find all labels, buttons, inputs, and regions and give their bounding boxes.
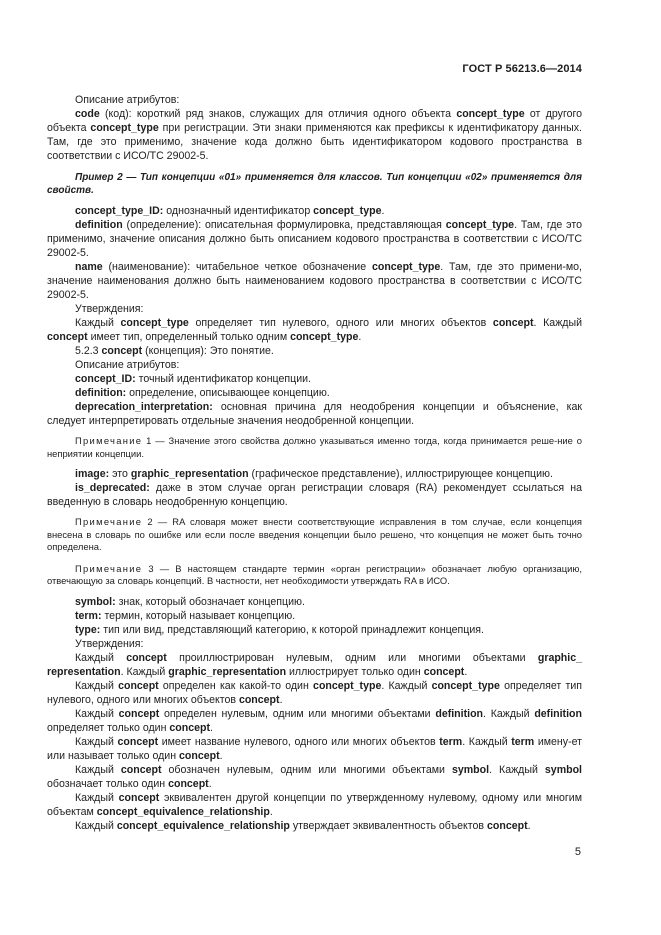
note: Примечание 3 — В настоящем стандарте термин «орган регистрации» обозначает любую организацию, отвечающую за словарь концепций. В частности, нет необходимости утверждать RA в ИСО. — [47, 562, 582, 586]
paragraph: Каждый concept_type определяет тип нулевого, одного или многих объектов concept. Каждый concept имеет тип, определенный только одним concept_type. — [47, 317, 582, 343]
paragraph: Каждый concept обозначен нулевым, одним или многими объектами symbol. Каждый symbol обозначает только один concept. — [47, 763, 582, 790]
paragraph: Описание атрибутов: — [75, 359, 180, 371]
paragraph: is_deprecated: даже в этом случае орган регистрации словаря (RA) рекомендует ссылаться на введенную в словарь неодобренную концепцию. — [47, 482, 582, 508]
paragraph: symbol: знак, который обозначает концепцию. — [75, 595, 305, 608]
document-body — [47, 93, 582, 833]
paragraph: Утверждения: — [75, 637, 144, 650]
paragraph: Каждый concept_equivalence_relationship утверждает эквивалентность объектов concept. — [75, 819, 531, 832]
paragraph: Каждый concept имеет название нулевого, одного или многих объектов term. Каждый term имену-ет или называет только один concept. — [47, 735, 582, 762]
paragraph: code (код): короткий ряд знаков, служащих для отличия одного объекта concept_type от другого объекта concept_type при регистрации. Эти знаки применяются как префиксы к идентификатору данных. Там, где это применимо, значение кода должно быть идентификатором кодового пространства в соответствии с ИСО/ТС 29002-5. — [47, 108, 582, 162]
paragraph: image: это graphic_representation (графическое представление), иллюстрирующее концепцию. — [75, 468, 553, 480]
paragraph: Каждый concept определен как какой-то один concept_type. Каждый concept_type определяет тип нулевого, одного или многих объектов concept. — [47, 679, 582, 706]
paragraph: concept_type_ID: однозначный идентификатор concept_type. — [75, 205, 385, 217]
paragraph: Каждый concept проиллюстрирован нулевым, одним или многими объектами graphic_ representation. Каждый graphic_representation иллюстрирует только один concept. — [47, 651, 582, 678]
paragraph: Описание атрибутов: — [75, 94, 180, 106]
paragraph: Утверждения: — [75, 303, 144, 315]
paragraph: definition (определение): описательная формулировка, представляющая concept_type. Там, где это применимо, значение описания должно быть описанием кодового пространства в соответствии с ИСО/ТС 29002-5. — [47, 219, 582, 259]
paragraph: deprecation_interpretation: основная причина для неодобрения концепции и объяснение, как следует интерпретировать отдельные значения неодобренной концепции. — [47, 401, 582, 427]
standard-header: ГОСТ Р 56213.6—2014 — [462, 63, 582, 75]
paragraph: Каждый concept эквивалентен другой концепции по утвержденному нулевому, одному или многим объектам concept_equivalence_relationship. — [47, 791, 582, 818]
note: Примечание 2 — RA словаря может внести соответствующие исправления в том случае, если концепция внесена в словарь по ошибке или если после введения концепции было решено, что концепция не может быть точно определена. — [47, 516, 582, 552]
example-text: Пример 2 — Тип концепции «01» применяется для классов. Тип концепции «02» применяется для свойств. — [47, 172, 582, 196]
paragraph: name (наименование): читабельное четкое обозначение concept_type. Там, где это примени-мо, значение наименования должно быть наименованием кодового пространства в соответствии с ИСО/ТС 29002-5. — [47, 261, 582, 301]
page-number: 5 — [574, 846, 581, 858]
paragraph: concept_ID: точный идентификатор концепции. — [75, 373, 311, 385]
paragraph: type: тип или вид, представляющий категорию, к которой принадлежит концепция. — [75, 623, 484, 636]
paragraph: term: термин, который называет концепцию. — [75, 609, 296, 622]
note: Примечание 1 — Значение этого свойства должно указываться именно тогда, когда принимается реше-ние о неприятии концепции. — [47, 435, 582, 459]
section-heading: 5.2.3 concept (концепция): Это понятие. — [75, 345, 274, 357]
paragraph: definition: определение, описывающее концепцию. — [75, 387, 330, 399]
paragraph: Каждый concept определен нулевым, одним или многими объектами definition. Каждый definition определяет только один concept. — [47, 707, 582, 734]
